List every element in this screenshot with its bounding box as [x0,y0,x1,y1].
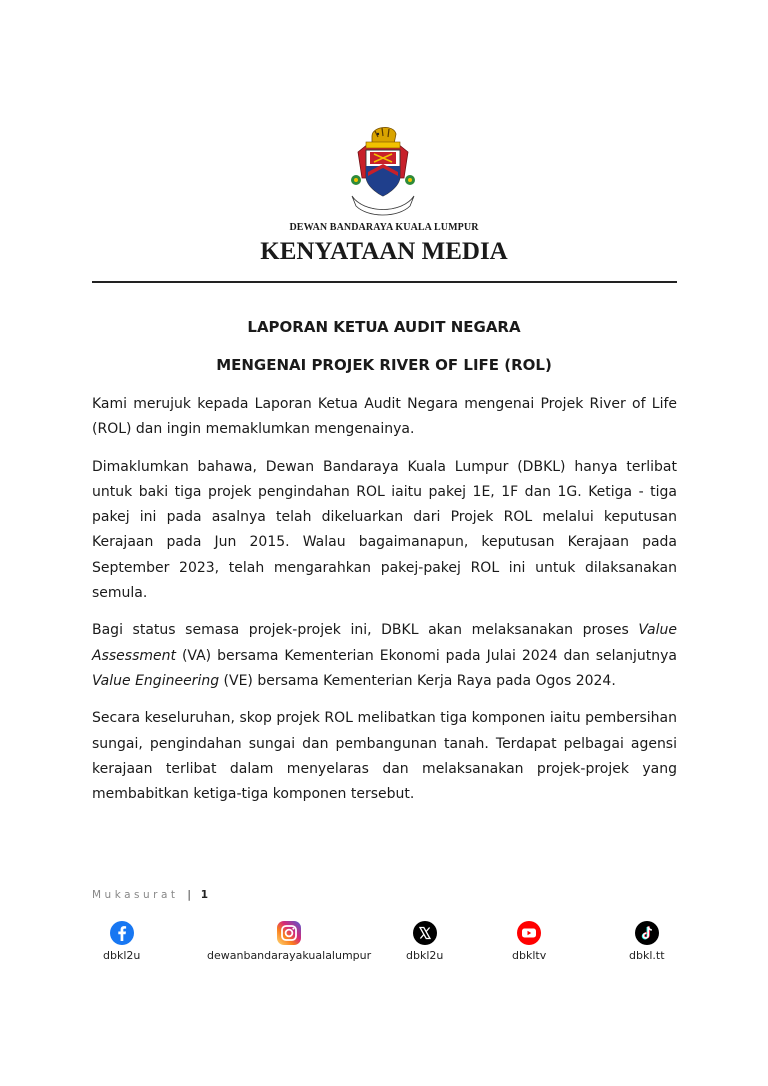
youtube-handle: dbkltv [512,949,547,962]
subject-heading-line-1: LAPORAN KETUA AUDIT NEGARA [247,318,521,336]
paragraph-3-text-a: Bagi status semasa projek-projek ini, DBKL akan melaksanakan proses [92,622,639,639]
page-number: 1 [200,889,209,901]
paragraph-3-term-va: Value Assessment [92,622,677,664]
paragraph-3 [92,618,677,694]
organization-name: DEWAN BANDARAYA KUALA LUMPUR [289,222,479,233]
facebook-icon [109,920,135,946]
title-divider [92,281,677,283]
paragraph-3-text-b: (VA) bersama Kementerian Ekonomi pada Julai 2024 dan selanjutnya [175,647,677,664]
paragraph-1: Kami merujuk kepada Laporan Ketua Audit Negara mengenai Projek River of Life (ROL) dan ingin memaklumkan mengenainya. [92,396,677,438]
document-title: KENYATAAN MEDIA [260,238,508,265]
social-tiktok[interactable] [629,920,665,962]
paragraph-3-text-c: (VE) bersama Kementerian Kerja Raya pada Ogos 2024. [219,672,616,689]
paragraph-3-term-ve: Value Engineering [92,672,220,689]
dbkl-crest-logo [344,122,422,218]
page-footer [92,889,208,901]
paragraph-2: Dimaklumkan bahawa, Dewan Bandaraya Kuala Lumpur (DBKL) hanya terlibat untuk baki tiga projek pengindahan ROL iaitu pakej 1E, 1F dan 1G. Ketiga - tiga pakej ini pada asalnya telah dikeluarkan dari Projek ROL melalui keputusan Kerajaan pada Jun 2015. Walau bagaimanapun, keputusan Kerajaan pada September 2023, telah mengarahkan pakej-pakej ROL ini untuk dilaksanakan semula. [92,458,677,602]
instagram-handle: dewanbandarayakualalumpur [207,949,372,962]
facebook-handle: dbkl2u [103,949,141,962]
x-handle: dbkl2u [406,949,444,962]
paragraph-4: Secara keseluruhan, skop projek ROL melibatkan tiga komponen iaitu pembersihan sungai, pengindahan sungai dan pembangunan tanah. Terdapat pelbagai agensi kerajaan terlibat dalam menyelaras dan melaksanakan projek-projek yang membabitkan ketiga-tiga komponen tersebut. [92,710,677,803]
subject-heading-line-2: MENGENAI PROJEK RIVER OF LIFE (ROL) [216,356,552,374]
youtube-icon [516,920,542,946]
tiktok-handle: dbkl.tt [629,949,665,962]
social-facebook[interactable] [103,920,140,962]
social-x[interactable] [406,920,443,962]
page-separator: | [187,889,191,901]
statement-body [92,392,677,819]
page-label: Mukasurat [92,889,179,901]
social-instagram[interactable] [207,920,371,962]
x-icon [412,920,438,946]
tiktok-icon [634,920,660,946]
social-youtube[interactable] [512,920,546,962]
instagram-icon [276,920,302,946]
